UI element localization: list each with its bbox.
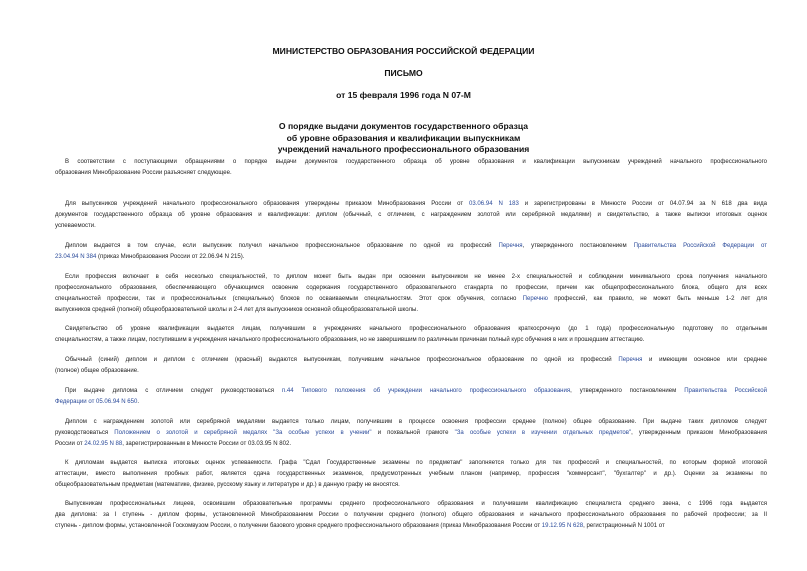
paragraph-6 (55, 355, 767, 377)
text-run: Для выпускников учреждений начального профессионального образования утверждены приказом Минобразования России от (65, 201, 470, 207)
document-link[interactable]: Правительства Российской Федерации от (633, 243, 767, 249)
paragraph-line (55, 324, 767, 335)
paragraph-line (55, 272, 767, 283)
paragraph-line (55, 499, 767, 510)
text-run: профессий, как правило, не может быть меньше 1-2 лет для (547, 296, 767, 303)
paragraph-line (55, 386, 767, 397)
text-run: . (137, 399, 140, 406)
text-run: выпускников средней (полной) общеобразовательной школы и 2-4 лет для выпускников основной общеобразовательной школы. (55, 307, 419, 314)
text-run: два диплома: за I ступень - диплом формы, установленной Минобразованием России о получении среднего (полного) общего образования и начального профессионального образования по рабочей профессии; за II (55, 512, 767, 519)
document-link[interactable]: Перечню (522, 296, 548, 303)
subject-line: учреждений начального профессионального образования (277, 144, 530, 154)
subject-line: О порядке выдачи документов государственного образца (278, 121, 529, 131)
paragraph-line (55, 210, 767, 221)
paragraph-line (55, 469, 767, 480)
text-run: , утвержденным приказом Минобразования (631, 430, 767, 437)
paragraph-line (55, 510, 767, 521)
paragraph-10 (55, 499, 767, 532)
paragraph-7 (55, 386, 767, 408)
text-run: аттестации, вместо выполнения пробных работ, является сдача государственных экзаменов, предусмотренных учебным планом (например, профессия "коммерсант", "бухгалтер" и др.). Оценки за экзамены по (55, 471, 767, 478)
document-link[interactable]: 03.06.94 N 183 (469, 201, 519, 207)
text-run: При выдаче диплома с отличием следует руководствоваться (65, 388, 282, 394)
paragraph-1 (55, 157, 767, 179)
paragraph-line (55, 521, 767, 532)
paragraph-line (55, 366, 767, 377)
paragraph-line (55, 428, 767, 439)
paragraph-8 (55, 417, 767, 450)
paragraph-3 (55, 241, 767, 263)
document-date-number: от 15 февраля 1996 года N 07-М (336, 90, 471, 100)
text-run: руководствоваться (55, 430, 115, 437)
text-run: России от (55, 441, 85, 448)
paragraph-line (55, 157, 767, 168)
text-run: Диплом выдается в том случае, если выпускник получил начальное профессиональное образование по одной из профессий (65, 243, 499, 249)
paragraph-line (55, 458, 767, 469)
text-run: К дипломам выдается выписка итоговых оценок успеваемости. Графа "Сдал Государственные экзамены по предметам" заполняется только для тех профессий и специальностей, по которым формой итоговой (65, 460, 767, 466)
document-subject (0, 121, 807, 156)
text-run: Свидетельство об уровне квалификации выдается лицам, получившим в учреждениях начального профессионального образования краткосрочную (до 1 года) профессиональную подготовку по отдельным (65, 326, 767, 332)
paragraph-line (55, 221, 767, 232)
document-link[interactable]: 19.12.95 N 628 (541, 523, 584, 530)
text-run: и похвальной грамоте (371, 430, 455, 437)
paragraph-line (55, 397, 767, 408)
paragraph-9 (55, 458, 767, 491)
document-link[interactable]: Положением о золотой и серебряной медалях "За особые успехи в учении" (114, 430, 372, 437)
text-run: успеваемости. (55, 223, 96, 230)
text-run: общеобразовательным предметам (математике, физике, русскому языку и литературе и др.) в данную графу не вносятся. (55, 482, 400, 489)
text-run: профессионального образования, обеспечивающего обучающимся освоение содержания государственного образовательного стандарта по профессии, причем как общепрофессионального блока, общего для всех (55, 285, 767, 292)
paragraph-5 (55, 324, 767, 346)
paragraph-line (55, 294, 767, 305)
text-run: ступень - диплом формы, установленной Госкомвузом России, о получении базового уровня среднего профессионального образования (приказ Минобразования России от (55, 523, 542, 530)
paragraph-line (55, 305, 767, 316)
text-run: и зарегистрированы в Минюсте России от 04.07.94 за N 618 два вида (518, 201, 767, 207)
paragraph-4 (55, 272, 767, 316)
paragraph-line (55, 283, 767, 294)
document-link[interactable]: Перечня (498, 243, 523, 249)
text-run: документов государственного образца об уровне образования и квалификации: диплом (обычный, с отличием, с награждением золотой или серебряной медалями) и свидетельство, а также выписки итоговых оценок (55, 212, 767, 219)
text-run: (приказ Минобразования России от 22.06.94 N 215). (96, 254, 245, 261)
text-run: , утвержденного постановлением (522, 243, 634, 249)
paragraph-line (55, 199, 767, 210)
subject-line: об уровне образования и квалификации выпускникам (286, 132, 521, 143)
document-link[interactable]: 23.04.94 N 384 (55, 254, 97, 261)
paragraph-line (55, 168, 767, 179)
document-link[interactable]: Федерации от 05.06.94 N 650 (55, 399, 138, 406)
paragraph-line (55, 355, 767, 366)
paragraph-line (55, 417, 767, 428)
text-run: Выпускникам профессиональных лицеев, освоившим образовательные программы среднего профессионального образования и получившим квалификацию специалиста среднего звена, с 1996 года выдается (65, 501, 767, 507)
document-link[interactable]: 24.02.95 N 88 (84, 441, 123, 448)
text-run: специальностям, а также лицам, поступившим в учреждения начального профессионального образования, но не завершившим по различным причинам полный курс обучения в них и прошедшим аттестацию. (55, 337, 645, 344)
document-type: ПИСЬМО (384, 68, 423, 78)
document-link[interactable]: Правительства Российской (684, 388, 767, 394)
ministry-heading: МИНИСТЕРСТВО ОБРАЗОВАНИЯ РОССИЙСКОЙ ФЕДЕРАЦИИ (272, 46, 535, 56)
paragraph-line (55, 439, 767, 450)
text-run: Диплом с награждением золотой или серебряной медалями выдается только лицам, получившим в процессе освоения профессии среднее (полное) общее образование. При выдаче таких дипломов следует (65, 419, 767, 425)
text-run: образования Минобразование России разъясняет следующее. (55, 170, 232, 177)
document-link[interactable]: п.44 Типового положения об учреждении начального профессионального образования (281, 388, 571, 394)
text-run: , зарегистрированным в Минюсте России от 03.03.95 N 802. (122, 441, 292, 448)
text-run: и имеющим основное или среднее (642, 357, 767, 363)
paragraph-line (55, 252, 767, 263)
document-link[interactable]: Перечня (618, 357, 643, 363)
paragraph-line (55, 241, 767, 252)
paragraph-line (55, 480, 767, 491)
text-run: Если профессия включает в себя несколько специальностей, то диплом может быть выдан при освоении выпускником не менее 2-х специальностей и соблюдении минимального срока получения начального (65, 274, 767, 280)
paragraph-line (55, 335, 767, 346)
text-run: (полное) общее образование. (55, 368, 139, 375)
text-run: Обычный (синий) диплом и диплом с отличием (красный) выдаются выпускникам, получившим начальное профессиональное образование по одной из профессий (65, 357, 619, 363)
document-link[interactable]: "За особые успехи в изучении отдельных предметов" (454, 430, 632, 437)
text-run: В соответствии с поступающими обращениями о порядке выдачи документов государственного образца об уровне образования и квалификации выпускникам учреждений начального профессионального (65, 159, 767, 165)
text-run: специальностей профессии, так и профессиональных (специальных) блоков по осваиваемым специальностям. Этот срок обучения, согласно (55, 296, 523, 303)
text-run: , утвержденного постановлением (570, 388, 685, 394)
paragraph-2 (55, 199, 767, 232)
text-run: , регистрационный N 1001 от (583, 523, 665, 530)
